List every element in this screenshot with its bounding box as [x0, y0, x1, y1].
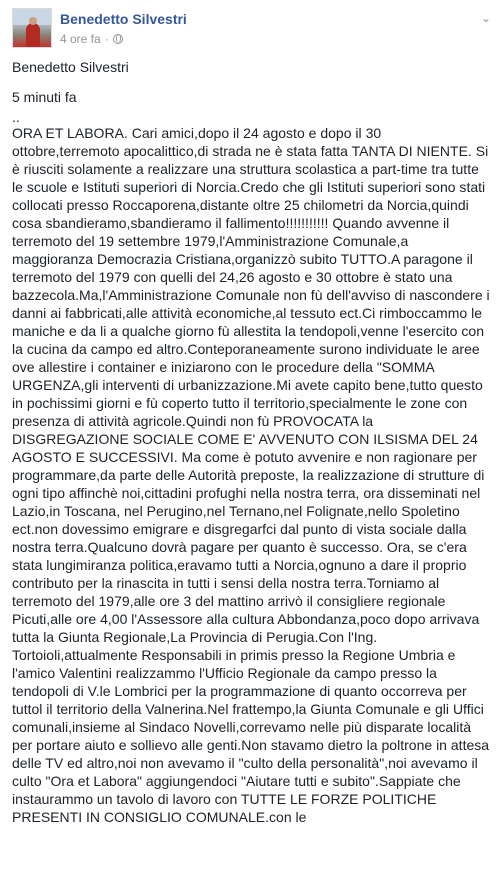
globe-icon[interactable]: [113, 34, 123, 44]
avatar[interactable]: [12, 8, 52, 48]
post-text: ORA ET LABORA. Cari amici,dopo il 24 agosto e dopo il 30 ottobre,terremoto apocalittico,di strada ne è stata fatta TANTA DI NIENTE. Si è riusciti solamente a realizzare una struttura scolastica a part-time tra tutte le scuole e Istituti superiori di Norcia.Credo che gli Istituti superiori sono stati collocati presso Roccaporena,distante oltre 25 chilometri da Norcia,quindi cosa sbandieramo,sbandieramo il fallimento!!!!!!!!!!! Quando avvenne il terremoto del 19 settembre 1979,l'Amministrazione Comunale,a maggioranza Democrazia Cristiana,organizzò subito TUTTO.A paragone il terremoto del 1979 con quelli del 24,26 agosto e 30 ottobre è stato una bazzecola.Ma,l'Amministrazione Comunale non fù dell'avviso di nascondere i danni ai fabbricati,alle attività economiche,al tessuto ect.Ci rimboccammo le maniche e da li a qualche giorno fù allestita la tendopoli,venne l'esercito con la cucina da campo ed altro.Conteporaneamente surono individuate le aree ove allestire i container e iniziarono con le procedure della "SOMMA URGENZA,gli interventi di urbanizzazione.Mi avete capito bene,tutto questo in pochissimi giorni e fù coperto tutto il territorio,specialmente le zone con presenza di attività agricole.Quindi non fù PROVOCATA la DISGREGAZIONE SOCIALE COME E' AVVENUTO CON ILSISMA DEL 24 AGOSTO E SUCCESSIVI. Ma come è potuto avvenire e non ragionare per programmare,da parte delle Autorità preposte, la realizzazione di strutture di ogni tipo affinchè noi,cittadini profughi nella nostra terra, ora disseminati nel Lazio,in Toscana, nel Perugino,nel Ternano,nel Folignate,nello Spoletino ect.non dovessimo emigrare e disgregarfci dal punto di vista sociale dalla nostra terra.Qualcuno dovrà pagare per quanto è successo. Ora, se c'era stata lungimiranza politica,eravamo tutti a Norcia,ognuno a dare il proprio contributo per la rinascita in tutti i sensi della nostra terra.Torniamo al terremoto del 1979,alle ore 3 del mattino arrivò il consigliere regionale Picuti,alle ore 4,00 l'Assessore alla cultura Abbondanza,poco dopo arrivava tutta la Giunta Regionale,La Provincia di Perugia.Con l'Ing. Tortoioli,attualmente Responsabili in primis presso la Regione Umbria e l'amico Valentini realizzammo l'Ufficio Regionale da campo presso la tendopoli di V.le Lombrici per la programmazione di quanto occorreva per tuttol il territorio della Valnerina.Nel frattempo,la Giunta Comunale e gli Uffici comunali,insieme al Sindaco Novelli,correvamo nelle più disparate località per portare aiuto e sollievo alle genti.Non stavamo dietro la poltrone in attesa delle TV ed altro,noi non avevamo il "culto della personalità",noi avevamo il culto "Ora et Labora" aggiungendoci "Aiutare tutti e subito".Sappiate che instaurammo un tavolo di lavoro con TUTTE LE FORZE POLITICHE PRESENTI IN CONSIGLIO COMUNALE.con le: [12, 125, 490, 825]
avatar-person: [26, 23, 40, 47]
post-meta: [60, 32, 123, 46]
meta-separator: ·: [104, 32, 109, 46]
post-header: [12, 8, 492, 50]
author-name-link[interactable]: Benedetto Silvestri: [60, 11, 187, 27]
body-ellipsis: ..: [12, 109, 20, 125]
chevron-down-icon[interactable]: ⌄: [480, 11, 492, 25]
body-time: 5 minuti fa: [12, 89, 77, 105]
post-body: [12, 58, 492, 826]
avatar-head: [29, 17, 37, 25]
body-author: Benedetto Silvestri: [12, 59, 129, 75]
timestamp-link[interactable]: 4 ore fa: [60, 32, 101, 46]
